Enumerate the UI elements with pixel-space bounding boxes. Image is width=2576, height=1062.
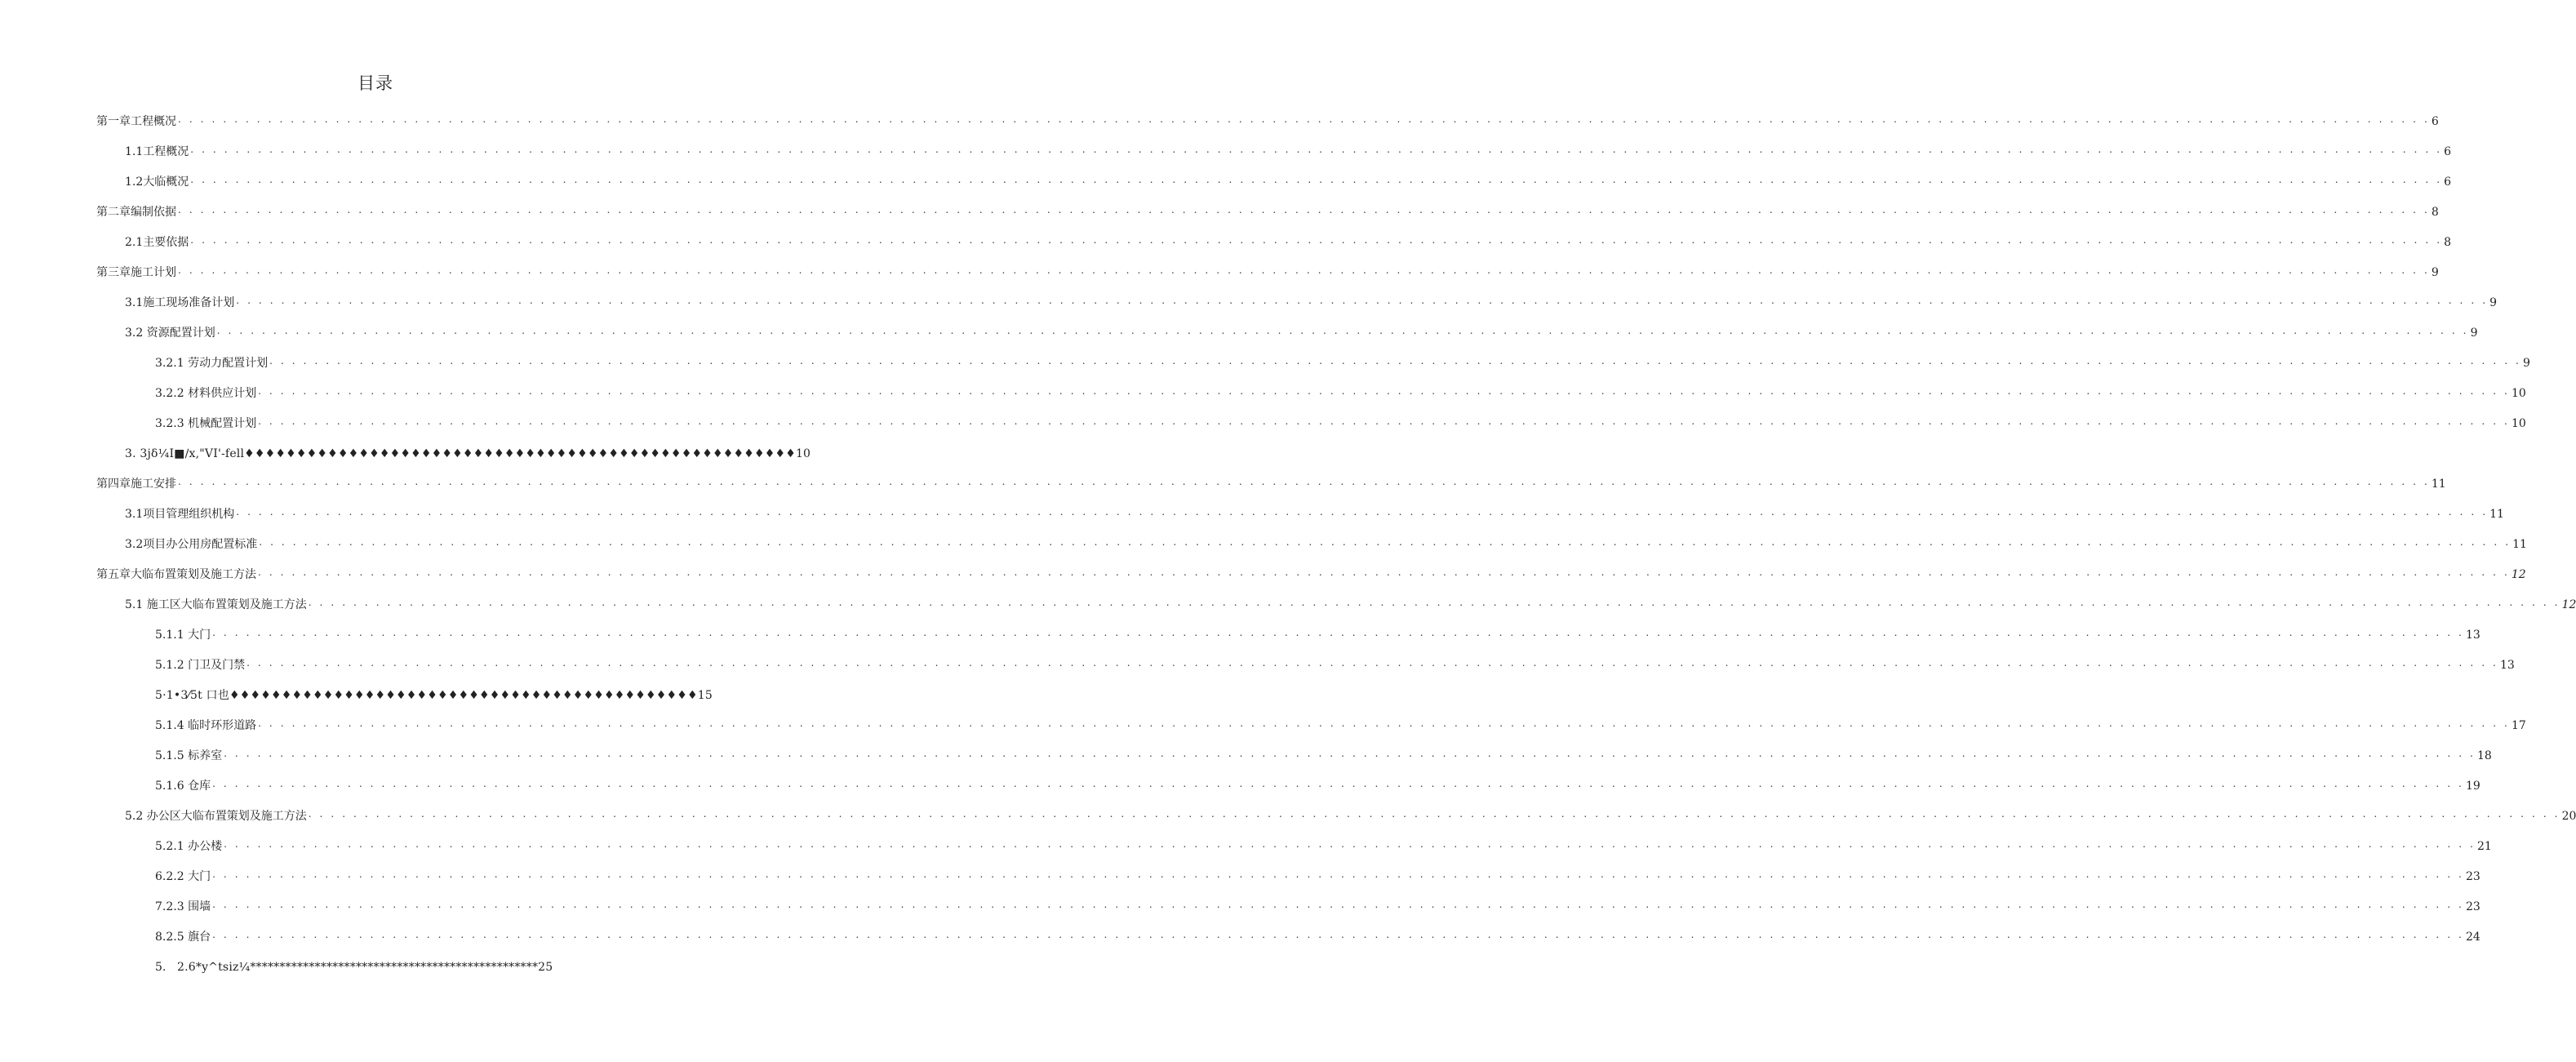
toc-entry[interactable]: [155, 951, 637, 975]
toc-entry[interactable]: [125, 226, 2452, 251]
toc-entry-page: 6: [2431, 115, 2439, 128]
toc-entry-page: 13: [2465, 629, 2481, 642]
toc-entry-label: 大临概况: [143, 176, 189, 189]
toc-leader-dots: . . . . . . . . . . . . . . . . . . . . . . . . . . . . . . . . . . . . . . . . . . . . . . . . . . . . . . . . . . . . . . . . . . . . . . . . . . . . . . . . . . . . . . . . . . . . . . . . . . . . . . . . . . . . . . . . . . . . . . . . . . . . . . . . . . . . . . . . . . . . . . . . . . . . . . . . . . . . . . . . . . . . . . . . . . . . . . . . . . . . . . . . . . . . . . . . . . . . . . . .: [212, 929, 2464, 940]
toc-entry-label: 5.1.4 临时环形道路: [155, 719, 257, 732]
toc-entry[interactable]: [96, 558, 2526, 583]
toc-entry-number: 5.: [155, 961, 167, 974]
toc-entry[interactable]: [155, 770, 2481, 794]
toc-entry[interactable]: [96, 105, 2439, 130]
toc-entry-label: 2.5 旗台: [166, 931, 211, 944]
toc-entry-number: 5.: [155, 840, 167, 853]
toc-leader-dots: . . . . . . . . . . . . . . . . . . . . . . . . . . . . . . . . . . . . . . . . . . . . . . . . . . . . . . . . . . . . . . . . . . . . . . . . . . . . . . . . . . . . . . . . . . . . . . . . . . . . . . . . . . . . . . . . . . . . . . . . . . . . . . . . . . . . . . . . . . . . . . . . . . . . . . . . . . . . . . . . . . . . . . . . . . . . . . . . . . . . . . . . . . . . . . . . . . . . . . . .: [178, 113, 2430, 125]
toc-entry[interactable]: [155, 347, 2530, 371]
toc-leader-dots: . . . . . . . . . . . . . . . . . . . . . . . . . . . . . . . . . . . . . . . . . . . . . . . . . . . . . . . . . . . . . . . . . . . . . . . . . . . . . . . . . . . . . . . . . . . . . . . . . . . . . . . . . . . . . . . . . . . . . . . . . . . . . . . . . . . . . . . . . . . . . . . . . . . . . . . . . . . . . . . . . . . . . . . . . . . . . . . . . . . . . . . . . . . . . . . . . . . . . . . .: [212, 899, 2464, 910]
toc-entry-page: 17: [2511, 719, 2526, 732]
toc-leader-dots: . . . . . . . . . . . . . . . . . . . . . . . . . . . . . . . . . . . . . . . . . . . . . . . . . . . . . . . . . . . . . . . . . . . . . . . . . . . . . . . . . . . . . . . . . . . . . . . . . . . . . . . . . . . . . . . . . . . . . . . . . . . . . . . . . . . . . . . . . . . . . . . . . . . . . . . . . . . . . . . . . . . . . . . . . . . . . . . . . . . . . . . . . . . . . . . . . . . . . . . .: [246, 657, 2498, 669]
toc-entry-page: 18: [2476, 749, 2492, 762]
toc-entry-number: 6.: [155, 870, 167, 883]
toc-entry-page: 6: [2444, 145, 2452, 158]
toc-leader-dots: . . . . . . . . . . . . . . . . . . . . . . . . . . . . . . . . . . . . . . . . . . . . . . . . . . . . . . . . . . . . . . . . . . . . . . . . . . . . . . . . . . . . . . . . . . . . . . . . . . . . . . . . . . . . . . . . . . . . . . . . . . . . . . . . . . . . . . . . . . . . . . . . . . . . . . . . . . . . . . . . . . . . . . . . . . . . . . . . . . . . . . . . . . . . . . . . . . . . . . . .: [308, 808, 2560, 820]
toc-entry-label: 2.2 大门: [166, 870, 211, 883]
toc-entry-label: 5.1.2 门卫及门禁: [155, 659, 246, 672]
toc-leader-dots: . . . . . . . . . . . . . . . . . . . . . . . . . . . . . . . . . . . . . . . . . . . . . . . . . . . . . . . . . . . . . . . . . . . . . . . . . . . . . . . . . . . . . . . . . . . . . . . . . . . . . . . . . . . . . . . . . . . . . . . . . . . . . . . . . . . . . . . . . . . . . . . . . . . . . . . . . . . . . . . . . . . . . . . . . . . . . . . . . . . . . . . . . . . . . . . . . . . . . . . .: [258, 415, 2510, 427]
toc-entry-label: 第四章施工安排: [96, 478, 176, 491]
toc-entry-label: 5.2 办公区大临布置策划及施工方法: [125, 810, 307, 823]
toc-entry-page: 6: [2444, 176, 2452, 189]
toc-leader-dots: . . . . . . . . . . . . . . . . . . . . . . . . . . . . . . . . . . . . . . . . . . . . . . . . . . . . . . . . . . . . . . . . . . . . . . . . . . . . . . . . . . . . . . . . . . . . . . . . . . . . . . . . . . . . . . . . . . . . . . . . . . . . . . . . . . . . . . . . . . . . . . . . . . . . . . . . . . . . . . . . . . . . . . . . . . . . . . . . . . . . . . . . . . . . . . . . . . . . . . . .: [212, 778, 2464, 789]
toc-leader-dots: . . . . . . . . . . . . . . . . . . . . . . . . . . . . . . . . . . . . . . . . . . . . . . . . . . . . . . . . . . . . . . . . . . . . . . . . . . . . . . . . . . . . . . . . . . . . . . . . . . . . . . . . . . . . . . . . . . . . . . . . . . . . . . . . . . . . . . . . . . . . . . . . . . . . . . . . . . . . . . . . . . . . . . . . . . . . . . . . . . . . . . . . . . . . . . . . . . . . . . . .: [178, 204, 2430, 216]
toc-entry[interactable]: [155, 830, 2492, 855]
toc-entry-label: 3.2 资源配置计划: [125, 327, 215, 340]
toc-leader-dots: . . . . . . . . . . . . . . . . . . . . . . . . . . . . . . . . . . . . . . . . . . . . . . . . . . . . . . . . . . . . . . . . . . . . . . . . . . . . . . . . . . . . . . . . . . . . . . . . . . . . . . . . . . . . . . . . . . . . . . . . . . . . . . . . . . . . . . . . . . . . . . . . . . . . . . . . . . . . . . . . . . . . . . . . . . . . . . . . . . . . . . . . . . . . . . . . . . . . . . . .: [236, 506, 2489, 518]
toc-entry-page: 9: [2489, 296, 2498, 309]
toc-entry-label: 第三章施工计划: [96, 266, 176, 279]
toc-leader-dots: . . . . . . . . . . . . . . . . . . . . . . . . . . . . . . . . . . . . . . . . . . . . . . . . . . . . . . . . . . . . . . . . . . . . . . . . . . . . . . . . . . . . . . . . . . . . . . . . . . . . . . . . . . . . . . . . . . . . . . . . . . . . . . . . . . . . . . . . . . . . . . . . . . . . . . . . . . . . . . . . . . . . . . . . . . . . . . . . . . . . . . . . . . . . . . . . . . . . . . . .: [308, 597, 2560, 608]
toc-leader-dots: . . . . . . . . . . . . . . . . . . . . . . . . . . . . . . . . . . . . . . . . . . . . . . . . . . . . . . . . . . . . . . . . . . . . . . . . . . . . . . . . . . . . . . . . . . . . . . . . . . . . . . . . . . . . . . . . . . . . . . . . . . . . . . . . . . . . . . . . . . . . . . . . . . . . . . . . . . . . . . . . . . . . . . . . . . . . . . . . . . . . . . . . . . . . . . . . . . . . . . . .: [178, 476, 2430, 487]
toc-entry-label: 主要依据: [143, 236, 189, 249]
toc-entry[interactable]: [125, 287, 2498, 311]
toc-entry-page: 13: [2499, 659, 2515, 672]
toc-leader-dots: . . . . . . . . . . . . . . . . . . . . . . . . . . . . . . . . . . . . . . . . . . . . . . . . . . . . . . . . . . . . . . . . . . . . . . . . . . . . . . . . . . . . . . . . . . . . . . . . . . . . . . . . . . . . . . . . . . . . . . . . . . . . . . . . . . . . . . . . . . . . . . . . . . . . . . . . . . . . . . . . . . . . . . . . . . . . . . . . . . . . . . . . . . . . . . . . . . . . . . . .: [258, 718, 2510, 729]
toc-entry-page: 19: [2465, 780, 2481, 793]
toc-entry-label: 第二章编制依据: [96, 206, 176, 219]
toc-entry[interactable]: [125, 136, 2452, 160]
toc-entry-page: 21: [2476, 840, 2492, 853]
toc-leader-dots: . . . . . . . . . . . . . . . . . . . . . . . . . . . . . . . . . . . . . . . . . . . . . . . . . . . . . . . . . . . . . . . . . . . . . . . . . . . . . . . . . . . . . . . . . . . . . . . . . . . . . . . . . . . . . . . . . . . . . . . . . . . . . . . . . . . . . . . . . . . . . . . . . . . . . . . . . . . . . . . . . . . . . . . . . . . . . . . . . . . . . . . . . . . . . . . . . . . . . . . .: [190, 174, 2443, 185]
toc-entry[interactable]: [125, 166, 2452, 190]
toc-entry-label: 3. 3jδ¼I■∕x,"VI'-fell♦♦♦♦♦♦♦♦♦♦♦♦♦♦♦♦♦♦♦♦♦♦♦♦♦♦♦♦♦♦♦♦♦♦♦♦♦♦♦♦♦♦♦♦♦♦♦♦♦♦♦♦♦10: [125, 447, 811, 460]
toc-title: 目录: [358, 73, 393, 93]
toc-entry-page: 8: [2431, 206, 2439, 219]
toc-entry[interactable]: [155, 740, 2492, 764]
toc-entry[interactable]: [125, 528, 2527, 553]
toc-entry-label: 项目办公用房配置标准: [143, 538, 258, 551]
toc-entry-page: 12: [2561, 598, 2576, 611]
toc-entry-label: 施工现场准备计划: [143, 296, 235, 309]
toc-entry-number: 8.: [155, 931, 167, 944]
toc-entry-label: 3.2.1 劳动力配置计划: [155, 357, 269, 370]
toc-leader-dots: . . . . . . . . . . . . . . . . . . . . . . . . . . . . . . . . . . . . . . . . . . . . . . . . . . . . . . . . . . . . . . . . . . . . . . . . . . . . . . . . . . . . . . . . . . . . . . . . . . . . . . . . . . . . . . . . . . . . . . . . . . . . . . . . . . . . . . . . . . . . . . . . . . . . . . . . . . . . . . . . . . . . . . . . . . . . . . . . . . . . . . . . . . . . . . . . . . . . . . . .: [259, 536, 2512, 548]
toc-leader-dots: . . . . . . . . . . . . . . . . . . . . . . . . . . . . . . . . . . . . . . . . . . . . . . . . . . . . . . . . . . . . . . . . . . . . . . . . . . . . . . . . . . . . . . . . . . . . . . . . . . . . . . . . . . . . . . . . . . . . . . . . . . . . . . . . . . . . . . . . . . . . . . . . . . . . . . . . . . . . . . . . . . . . . . . . . . . . . . . . . . . . . . . . . . . . . . . . . . . . . . . .: [190, 144, 2443, 155]
toc-entry-label: 5.1 施工区大临布置策划及施工方法: [125, 598, 307, 611]
toc-entry-label: 项目管理组织机构: [143, 508, 235, 521]
toc-entry[interactable]: [155, 921, 2481, 945]
toc-entry-number: 3.1: [125, 508, 144, 521]
toc-entry[interactable]: [96, 468, 2446, 492]
toc-entry-page: 20: [2561, 810, 2576, 823]
toc-entry-label: 5·1•3⁄5t 口也♦♦♦♦♦♦♦♦♦♦♦♦♦♦♦♦♦♦♦♦♦♦♦♦♦♦♦♦♦♦♦♦♦♦♦♦♦♦♦♦♦♦♦♦♦15: [155, 689, 713, 702]
toc-leader-dots: . . . . . . . . . . . . . . . . . . . . . . . . . . . . . . . . . . . . . . . . . . . . . . . . . . . . . . . . . . . . . . . . . . . . . . . . . . . . . . . . . . . . . . . . . . . . . . . . . . . . . . . . . . . . . . . . . . . . . . . . . . . . . . . . . . . . . . . . . . . . . . . . . . . . . . . . . . . . . . . . . . . . . . . . . . . . . . . . . . . . . . . . . . . . . . . . . . . . . . . .: [212, 869, 2464, 880]
toc-entry-number: 1.1: [125, 145, 144, 158]
toc-entry[interactable]: [155, 407, 2526, 432]
toc-entry-page: 11: [2489, 508, 2504, 521]
toc-entry-label: 2.1 办公楼: [166, 840, 223, 853]
toc-entry-label: 5.1.5 标养室: [155, 749, 223, 762]
toc-entry-label: 工程概况: [143, 145, 189, 158]
toc-entry-page: 10: [2511, 417, 2526, 430]
toc-entry-label: 第一章工程概况: [96, 115, 176, 128]
toc-entry-page: 12: [2511, 568, 2526, 581]
toc-entry[interactable]: [125, 317, 2478, 341]
toc-entry-label: 2.3 围墙: [166, 900, 211, 913]
toc-entry[interactable]: [155, 649, 2515, 673]
toc-entry[interactable]: [155, 619, 2481, 643]
toc-entry[interactable]: [155, 709, 2526, 734]
toc-entry[interactable]: [96, 256, 2439, 281]
toc-entry-page: 9: [2522, 357, 2530, 370]
toc-entry-page: 8: [2444, 236, 2452, 249]
toc-entry-number: 3.2: [125, 538, 144, 551]
toc-leader-dots: . . . . . . . . . . . . . . . . . . . . . . . . . . . . . . . . . . . . . . . . . . . . . . . . . . . . . . . . . . . . . . . . . . . . . . . . . . . . . . . . . . . . . . . . . . . . . . . . . . . . . . . . . . . . . . . . . . . . . . . . . . . . . . . . . . . . . . . . . . . . . . . . . . . . . . . . . . . . . . . . . . . . . . . . . . . . . . . . . . . . . . . . . . . . . . . . . . . . . . . .: [190, 234, 2443, 246]
toc-entry-number: 3.1: [125, 296, 144, 309]
toc-leader-dots: . . . . . . . . . . . . . . . . . . . . . . . . . . . . . . . . . . . . . . . . . . . . . . . . . . . . . . . . . . . . . . . . . . . . . . . . . . . . . . . . . . . . . . . . . . . . . . . . . . . . . . . . . . . . . . . . . . . . . . . . . . . . . . . . . . . . . . . . . . . . . . . . . . . . . . . . . . . . . . . . . . . . . . . . . . . . . . . . . . . . . . . . . . . . . . . . . . . . . . . .: [224, 838, 2476, 850]
toc-entry-page: 23: [2465, 870, 2481, 883]
toc-entry-label: 第五章大临布置策划及施工方法: [96, 568, 256, 581]
toc-entry-page: 24: [2465, 931, 2481, 944]
toc-entry-label: 3.2.3 机械配置计划: [155, 417, 257, 430]
toc-leader-dots: . . . . . . . . . . . . . . . . . . . . . . . . . . . . . . . . . . . . . . . . . . . . . . . . . . . . . . . . . . . . . . . . . . . . . . . . . . . . . . . . . . . . . . . . . . . . . . . . . . . . . . . . . . . . . . . . . . . . . . . . . . . . . . . . . . . . . . . . . . . . . . . . . . . . . . . . . . . . . . . . . . . . . . . . . . . . . . . . . . . . . . . . . . . . . . . . . . . . . . . .: [269, 355, 2521, 367]
toc-leader-dots: . . . . . . . . . . . . . . . . . . . . . . . . . . . . . . . . . . . . . . . . . . . . . . . . . . . . . . . . . . . . . . . . . . . . . . . . . . . . . . . . . . . . . . . . . . . . . . . . . . . . . . . . . . . . . . . . . . . . . . . . . . . . . . . . . . . . . . . . . . . . . . . . . . . . . . . . . . . . . . . . . . . . . . . . . . . . . . . . . . . . . . . . . . . . . . . . . . . . . . . .: [236, 295, 2489, 306]
toc-entry[interactable]: [155, 377, 2526, 402]
toc-entry[interactable]: [96, 196, 2439, 220]
toc-entry-page: 10: [2511, 387, 2526, 400]
toc-entry-number: 2.1: [125, 236, 144, 249]
toc-entry-page: 9: [2470, 327, 2478, 340]
toc-entry[interactable]: [125, 438, 811, 462]
toc-entry-number: 1.2: [125, 176, 144, 189]
toc-entry-label: 5.1.1 大门: [155, 629, 211, 642]
toc-entry-page: 11: [2512, 538, 2527, 551]
toc-entry[interactable]: [125, 800, 2576, 824]
toc-leader-dots: . . . . . . . . . . . . . . . . . . . . . . . . . . . . . . . . . . . . . . . . . . . . . . . . . . . . . . . . . . . . . . . . . . . . . . . . . . . . . . . . . . . . . . . . . . . . . . . . . . . . . . . . . . . . . . . . . . . . . . . . . . . . . . . . . . . . . . . . . . . . . . . . . . . . . . . . . . . . . . . . . . . . . . . . . . . . . . . . . . . . . . . . . . . . . . . . . . . . . . . .: [216, 325, 2469, 336]
toc-entry-page: 23: [2465, 900, 2481, 913]
toc-entry-page: 9: [2431, 266, 2439, 279]
toc-entry-label: 5.1.6 仓库: [155, 780, 211, 793]
toc-leader-dots: . . . . . . . . . . . . . . . . . . . . . . . . . . . . . . . . . . . . . . . . . . . . . . . . . . . . . . . . . . . . . . . . . . . . . . . . . . . . . . . . . . . . . . . . . . . . . . . . . . . . . . . . . . . . . . . . . . . . . . . . . . . . . . . . . . . . . . . . . . . . . . . . . . . . . . . . . . . . . . . . . . . . . . . . . . . . . . . . . . . . . . . . . . . . . . . . . . . . . . . .: [178, 264, 2430, 276]
toc-leader-dots: . . . . . . . . . . . . . . . . . . . . . . . . . . . . . . . . . . . . . . . . . . . . . . . . . . . . . . . . . . . . . . . . . . . . . . . . . . . . . . . . . . . . . . . . . . . . . . . . . . . . . . . . . . . . . . . . . . . . . . . . . . . . . . . . . . . . . . . . . . . . . . . . . . . . . . . . . . . . . . . . . . . . . . . . . . . . . . . . . . . . . . . . . . . . . . . . . . . . . . . .: [212, 627, 2464, 638]
toc-leader-dots: . . . . . . . . . . . . . . . . . . . . . . . . . . . . . . . . . . . . . . . . . . . . . . . . . . . . . . . . . . . . . . . . . . . . . . . . . . . . . . . . . . . . . . . . . . . . . . . . . . . . . . . . . . . . . . . . . . . . . . . . . . . . . . . . . . . . . . . . . . . . . . . . . . . . . . . . . . . . . . . . . . . . . . . . . . . . . . . . . . . . . . . . . . . . . . . . . . . . . . . .: [224, 748, 2476, 759]
toc-entry-label: 3.2.2 材料供应计划: [155, 387, 257, 400]
toc-leader-dots: . . . . . . . . . . . . . . . . . . . . . . . . . . . . . . . . . . . . . . . . . . . . . . . . . . . . . . . . . . . . . . . . . . . . . . . . . . . . . . . . . . . . . . . . . . . . . . . . . . . . . . . . . . . . . . . . . . . . . . . . . . . . . . . . . . . . . . . . . . . . . . . . . . . . . . . . . . . . . . . . . . . . . . . . . . . . . . . . . . . . . . . . . . . . . . . . . . . . . . . .: [258, 385, 2510, 397]
toc-entry-page: 11: [2431, 478, 2446, 491]
toc-entry[interactable]: [125, 498, 2504, 522]
toc-entry[interactable]: [155, 860, 2481, 885]
toc-entry-number: 7.: [155, 900, 167, 913]
toc-entry[interactable]: [155, 679, 713, 704]
toc-leader-dots: . . . . . . . . . . . . . . . . . . . . . . . . . . . . . . . . . . . . . . . . . . . . . . . . . . . . . . . . . . . . . . . . . . . . . . . . . . . . . . . . . . . . . . . . . . . . . . . . . . . . . . . . . . . . . . . . . . . . . . . . . . . . . . . . . . . . . . . . . . . . . . . . . . . . . . . . . . . . . . . . . . . . . . . . . . . . . . . . . . . . . . . . . . . . . . . . . . . . . . . .: [258, 567, 2510, 578]
toc-entry-label: 2.6*y^tsiz¼*************************************************25: [177, 961, 553, 974]
toc-entry[interactable]: [155, 891, 2481, 915]
toc-entry[interactable]: [125, 589, 2576, 613]
